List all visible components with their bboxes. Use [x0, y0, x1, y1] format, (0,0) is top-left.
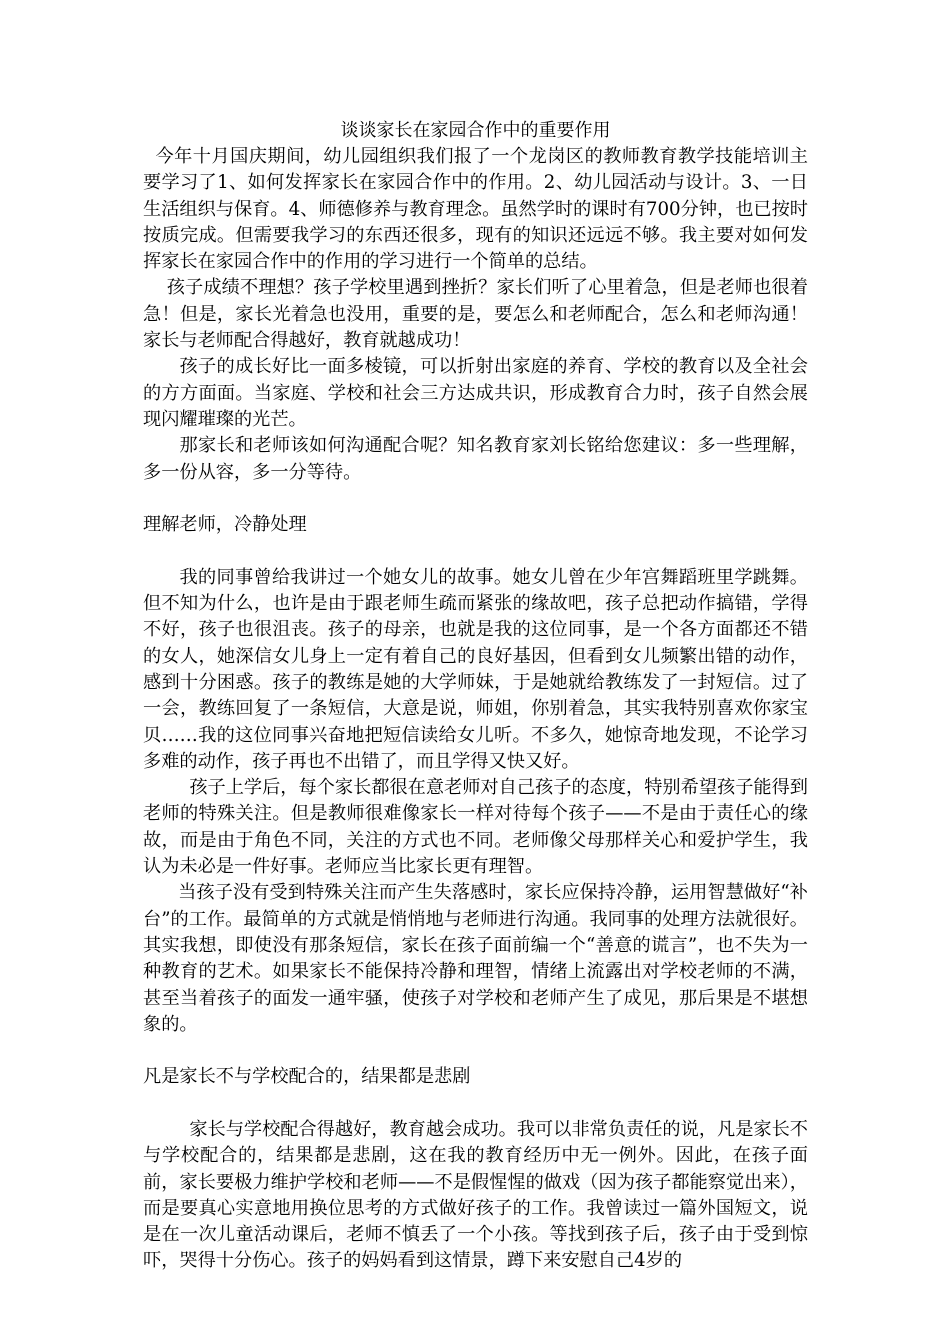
paragraph-stay-calm [143, 880, 808, 1038]
paragraph-text: 孩子的成长好比一面多棱镜，可以折射出家庭的养育、学校的教育以及全社会的方方面面。当家庭、学校和社会三方达成共识，形成教育合力时，孩子自然会展现闪耀璀璨的光芒。 [143, 356, 808, 430]
paragraph-advice [143, 433, 808, 486]
blank-line [143, 1038, 808, 1064]
paragraph-text: 今年十月国庆期间，幼儿园组织我们报了一个龙岗区的教师教育教学技能培训主要学习了1、如何发挥家长在家园合作中的作用。2、幼儿园活动与设计。3、一日生活组织与保育。4、师德修养与教育理念。虽然学时的课时有700分钟，也已按时按质完成。但需要我学习的东西还很多，现有的知识还远远不够。我主要对如何发挥家长在家园合作中的作用的学习进行一个简单的总结。 [143, 146, 808, 273]
paragraph-intro [143, 144, 808, 275]
paragraph-indent [143, 882, 178, 903]
paragraph-worry [143, 275, 808, 354]
paragraph-text: 孩子上学后，每个家长都很在意老师对自己孩子的态度，特别希望孩子能得到老师的特殊关注。但是教师很难像家长一样对待每个孩子——不是由于责任心的缘故，而是由于角色不同，关注的方式也不同。老师像父母那样关心和爱护学生，我认为未必是一件好事。老师应当比家长更有理智。 [143, 777, 808, 878]
section-heading-cooperation: 凡是家长不与学校配合的，结果都是悲剧 [143, 1066, 471, 1088]
paragraph-cooperation [143, 1117, 808, 1275]
document-title: 谈谈家长在家园合作中的重要作用 [340, 120, 611, 141]
paragraph-indent [143, 435, 180, 456]
document-body [143, 118, 808, 1275]
paragraph-colleague-story [143, 565, 808, 775]
paragraph-text: 孩子成绩不理想？孩子学校里遇到挫折？家长们听了心里着急，但是老师也很着急！但是，家长光着急也没用，重要的是，要怎么和老师配合，怎么和老师沟通！家长与老师配合得越好，教育就越成功！ [143, 277, 808, 352]
paragraph-text: 家长与学校配合得越好，教育越会成功。我可以非常负责任的说，凡是家长不与学校配合的，结果都是悲剧，这在我的教育经历中无一例外。因此，在孩子面前，家长要极力维护学校和老师——不是假惺惺的做戏（因为孩子都能察觉出来），而是要真心实意地用换位思考的方式做好孩子的工作。我曾读过一篇外国短文，说是在一次儿童活动课后，老师不慎丢了一个小孩。等找到孩子后，孩子由于受到惊吓，哭得十分伤心。孩子的妈妈看到这情景，蹲下来安慰自己4岁的 [143, 1118, 808, 1272]
blank-line [143, 1091, 808, 1117]
paragraph-indent [143, 777, 189, 798]
section-heading-understand-teacher: 理解老师，冷静处理 [143, 514, 307, 536]
paragraph-indent [143, 567, 180, 588]
paragraph-prism [143, 354, 808, 433]
paragraph-indent [143, 146, 156, 167]
blank-line [143, 486, 808, 512]
paragraph-text: 我的同事曾给我讲过一个她女儿的故事。她女儿曾在少年宫舞蹈班里学跳舞。但不知为什么，也许是由于跟老师生疏而紧张的缘故吧，孩子总把动作搞错，学得不好，孩子也很沮丧。孩子的母亲，也就是我的这位同事，是一个各方面都还不错的女人，她深信女儿身上一定有着自己的良好基因，但看到女儿频繁出错的动作，感到十分困惑。孩子的教练是她的大学师妹，于是她就给教练发了一封短信。过了一会，教练回复了一条短信，大意是说，师姐，你别着急，其实我特别喜欢你家宝贝……我的这位同事兴奋地把短信读给女儿听。不多久，她惊奇地发现，不论学习多难的动作，孩子再也不出错了，而且学得又快又好。 [143, 566, 808, 772]
paragraph-text: 当孩子没有受到特殊关注而产生失落感时，家长应保持冷静，运用智慧做好“补台”的工作。最简单的方式就是悄悄地与老师进行沟通。我同事的处理方法就很好。其实我想，即使没有那条短信，家长在孩子面前编一个“善意的谎言”，也不失为一种教育的艺术。如果家长不能保持冷静和理智，情绪上流露出对学校老师的不满，甚至当着孩子的面发一通牢骚，使孩子对学校和老师产生了成见，那后果是不堪想象的。 [143, 882, 808, 1035]
paragraph-indent [143, 1119, 189, 1140]
paragraph-text: 那家长和老师该如何沟通配合呢？知名教育家刘长铭给您建议：多一些理解，多一份从容，多一分等待。 [143, 435, 808, 483]
blank-line [143, 538, 808, 564]
paragraph-teacher-attention [143, 775, 808, 880]
paragraph-indent [143, 277, 167, 298]
paragraph-indent [143, 356, 180, 377]
